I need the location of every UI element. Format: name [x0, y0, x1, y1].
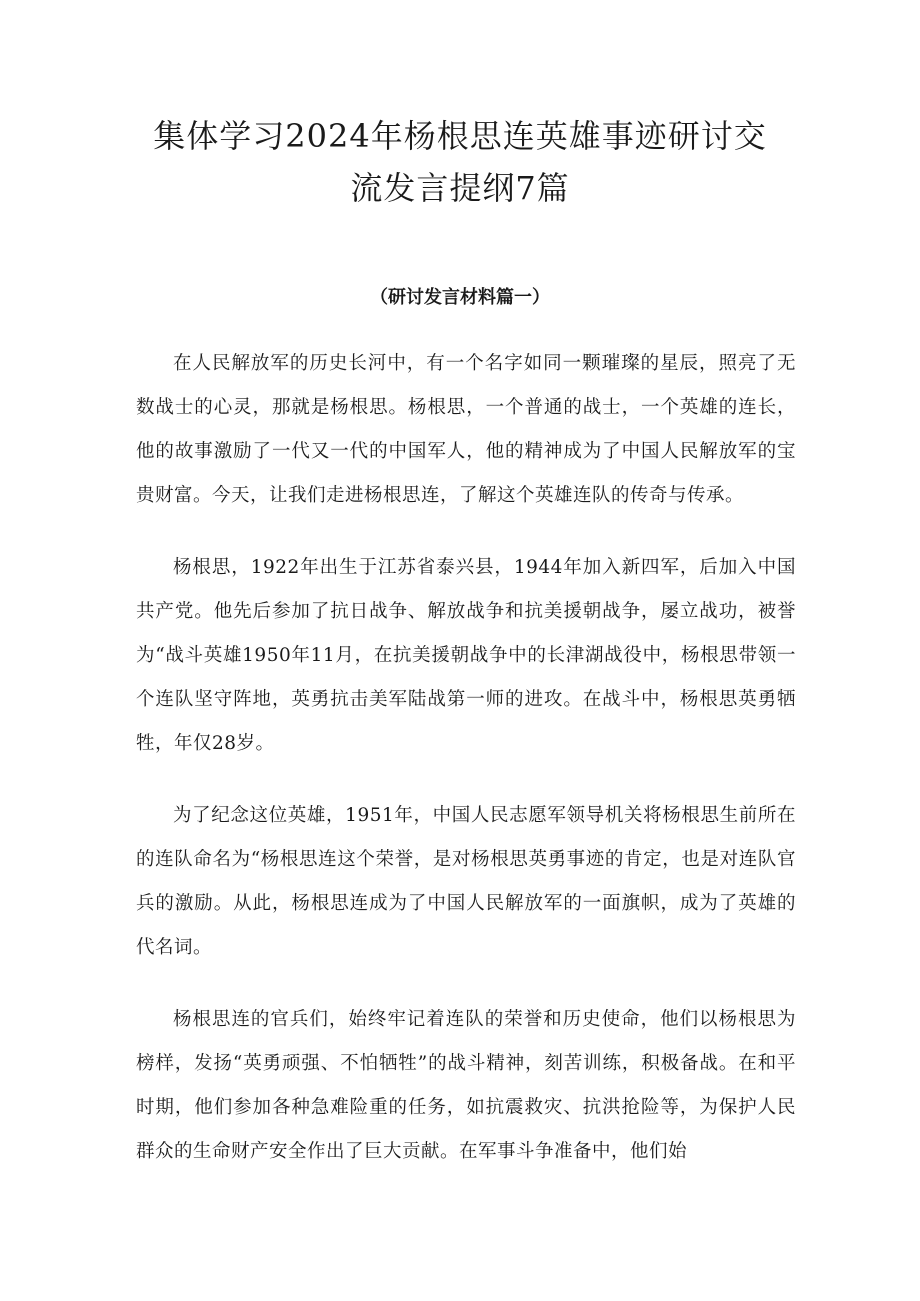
paragraph-2: 杨根思，1922年出生于江苏省泰兴县，1944年加入新四军，后加入中国共产党。他先后参加了抗日战争、解放战争和抗美援朝战争，屡立战功，被誉为“战斗英雄1950年11月，在抗美援朝战争中的长津湖战役中，杨根思带领一个连队坚守阵地，英勇抗击美军陆战第一师的进攻。在战斗中，杨根思英勇牺牲，年仅28岁。: [136, 557, 796, 754]
document-title: [120, 110, 800, 214]
paragraph-1: 在人民解放军的历史长河中，有一个名字如同一颗璀璨的星辰，照亮了无数战士的心灵，那就是杨根思。杨根思，一个普通的战士，一个英雄的连长，他的故事激励了一代又一代的中国军人，他的精神成为了中国人民解放军的宝贵财富。今天，让我们走进杨根思连，了解这个英雄连队的传奇与传承。: [136, 353, 796, 506]
title-line-2: 流发言提纲7篇: [350, 169, 570, 207]
paragraph-3: 为了纪念这位英雄，1951年，中国人民志愿军领导机关将杨根思生前所在的连队命名为“杨根思连这个荣誉，是对杨根思英勇事迹的肯定，也是对连队官兵的激励。从此，杨根思连成为了中国人民解放军的一面旗帜，成为了英雄的代名词。: [136, 805, 796, 958]
section-heading: （研讨发言材料篇一）: [370, 287, 550, 308]
body-text: [136, 342, 796, 1202]
paragraph-4: 杨根思连的官兵们，始终牢记着连队的荣誉和历史使命，他们以杨根思为榜样，发扬“英勇顽强、不怕牺牲”的战斗精神，刻苦训练，积极备战。在和平时期，他们参加各种急难险重的任务，如抗震救灾、抗洪抢险等，为保护人民群众的生命财产安全作出了巨大贡献。在军事斗争准备中，他们始: [136, 1009, 796, 1162]
title-line-1: 集体学习2024年杨根思连英雄事迹研讨交: [153, 117, 767, 155]
